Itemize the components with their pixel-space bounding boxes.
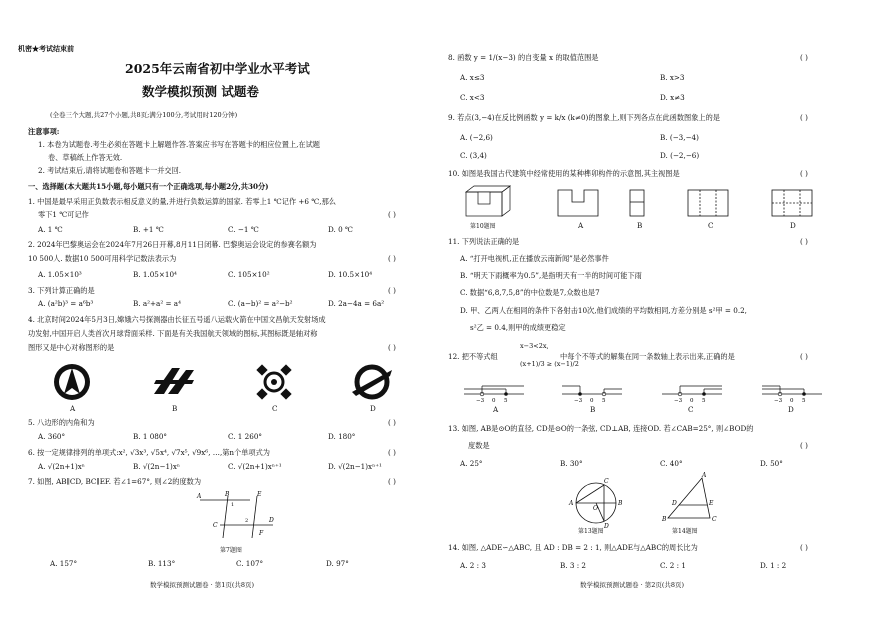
q10-figure-caption: 第10题图 [470, 223, 496, 230]
q5-option-b: B. 1 080° [133, 432, 168, 441]
q7-figure-caption: 第7题图 [220, 547, 242, 554]
q14-option-b: B. 3 : 2 [560, 561, 586, 570]
svg-text:2: 2 [245, 518, 249, 524]
q2-option-d: D. 10.5×10⁴ [328, 270, 373, 279]
svg-text:A: A [569, 500, 574, 507]
exam-subtitle: 数学模拟预测 试题卷 [142, 84, 259, 99]
q4-line-a: 4. 北京时间2024年5月3日,嫦娥六号探测器由长征五号遥八运载火箭在中国文昌航天发射场成 [28, 315, 326, 324]
footer-left: 数学模拟预测试题卷 · 第1页(共8页) [150, 581, 255, 589]
q7-option-d: D. 97° [326, 559, 349, 568]
q1-option-a: A. 1 ℃ [38, 225, 63, 234]
q5-line-a: 5. 八边形的内角和为 [28, 418, 95, 427]
q12-line-b: 中每个不等式的解集在同一条数轴上表示出来,正确的是 [560, 352, 735, 361]
q5-option-c: C. 1 260° [228, 432, 262, 441]
q14-triangle-figure [660, 474, 720, 524]
q9-option-c: C. (3,4) [460, 151, 487, 160]
q12-option-a: A [493, 405, 499, 414]
q10-option-b: B [637, 221, 643, 230]
q13-option-d: D. 50° [760, 459, 783, 468]
q13-figure-caption: 第13题图 [578, 528, 604, 535]
q2-line-b: 10 500人. 数据10 500可用科学记数法表示为 [28, 254, 177, 263]
q10-line-a: 10. 如图是我国古代建筑中经常使用的某种榫卯构件的示意图,其主视图是 [448, 169, 680, 178]
svg-text:E: E [709, 500, 714, 507]
q1-answer-paren: ( ) [388, 210, 396, 219]
svg-text:5: 5 [602, 398, 606, 404]
q8-option-c: C. x<3 [460, 93, 485, 102]
q2-option-b: B. 1.05×10⁴ [133, 270, 177, 279]
q4-answer-paren: ( ) [388, 343, 396, 352]
svg-text:A: A [702, 472, 707, 479]
svg-text:E: E [257, 491, 262, 498]
q3-option-c: C. (a−b)² = a²−b² [228, 299, 293, 308]
q10-answer-paren: ( ) [800, 169, 808, 178]
svg-text:C: C [712, 516, 717, 523]
q13-option-c: C. 40° [660, 459, 683, 468]
svg-text:B: B [225, 491, 230, 498]
q8-option-b: B. x>3 [660, 73, 685, 82]
q14-option-d: D. 1 : 2 [760, 561, 787, 570]
q12-system-line2: (x+1)/3 ≥ (x−1)/2 [520, 360, 579, 368]
q12-option-b: B [590, 405, 596, 414]
q14-figure-caption: 第14题图 [672, 528, 698, 535]
q9-option-a: A. (−2,6) [460, 133, 493, 142]
svg-text:O: O [593, 505, 598, 512]
q13-circle-figure [566, 478, 626, 528]
q3-option-a: A. (a²b)³ = a⁶b³ [38, 299, 94, 308]
q1-line-a: 1. 中国是最早采用正负数表示相反意义的量,并进行负数运算的国家. 若零上1 ℃记作 +6 ℃,那么 [28, 197, 336, 206]
q3-option-b: B. a²+a² = a⁴ [133, 299, 181, 308]
svg-text:−3: −3 [476, 398, 485, 404]
q11-option-b: B. “明天下雨概率为0.5”,是指明天有一半的时间可能下雨 [460, 271, 642, 280]
aerospace-logo-d-icon [350, 362, 394, 402]
svg-text:F: F [259, 530, 264, 537]
q10-option-a: A [578, 221, 584, 230]
q4-option-c: C [272, 404, 278, 413]
section-1-title: 一、选择题(本大题共15小题,每小题只有一个正确选项,每小题2分,共30分) [28, 182, 269, 191]
exam-title: 2025年云南省初中学业水平考试 [125, 61, 310, 76]
q8-option-d: D. x≠3 [660, 93, 685, 102]
svg-text:−3: −3 [674, 398, 683, 404]
svg-text:0: 0 [590, 398, 594, 404]
svg-text:0: 0 [690, 398, 694, 404]
q5-answer-paren: ( ) [388, 418, 396, 427]
q13-line-b: 度数是 [468, 441, 490, 450]
q11-answer-paren: ( ) [800, 237, 808, 246]
svg-text:D: D [672, 500, 677, 507]
svg-text:−3: −3 [574, 398, 583, 404]
svg-text:B: B [662, 516, 667, 523]
q2-line-a: 2. 2024年巴黎奥运会在2024年7月26日开幕,8月11日闭幕. 巴黎奥运会设定的参赛名额为 [28, 240, 317, 249]
q12-option-c: C [688, 405, 694, 414]
svg-text:5: 5 [702, 398, 706, 404]
aerospace-logo-c-icon [254, 362, 294, 402]
svg-text:C: C [604, 478, 609, 485]
q11-option-c: C. 数据“6,8,7,5,8”的中位数是7,众数也是7 [460, 288, 600, 297]
svg-text:5: 5 [802, 398, 806, 404]
q12-number-lines [462, 380, 852, 406]
q4-option-d: D [370, 404, 376, 413]
q8-line-a: 8. 函数 y = 1/(x−3) 的自变量 x 的取值范围是 [448, 53, 599, 62]
q10-option-c: C [708, 221, 714, 230]
q12-line-a: 12. 把不等式组 [448, 352, 498, 361]
q7-option-c: C. 107° [236, 559, 264, 568]
note-2: 2. 考试结束后,请将试题卷和答题卡一并交回. [38, 166, 182, 175]
q6-answer-paren: ( ) [388, 448, 396, 457]
q14-option-a: A. 2 : 3 [460, 561, 486, 570]
q6-option-c: C. √(2n+1)xⁿ⁺¹ [228, 462, 282, 471]
q4-line-c: 图形又是中心对称图形的是 [28, 343, 115, 352]
q6-line-a: 6. 按一定规律排列的单项式:x², √3x³, √5x⁴, √7x⁵, √9x⁶, …,第n个单项式为 [28, 448, 270, 457]
q5-option-a: A. 360° [38, 432, 66, 441]
q1-option-b: B. +1 ℃ [133, 225, 164, 234]
q12-system-line1: x−3<2x, [520, 342, 549, 350]
svg-text:A: A [197, 493, 202, 500]
q8-answer-paren: ( ) [800, 53, 808, 62]
note-1a: 1. 本卷为试题卷.考生必须在答题卡上解题作答.答案应书写在答题卡的相应位置上,在试题 [38, 140, 320, 149]
q6-option-b: B. √(2n−1)xⁿ [133, 462, 180, 471]
q7-option-b: B. 113° [148, 559, 176, 568]
q9-line-a: 9. 若点(3,−4)在反比例函数 y = k/x (k≠0)的图象上,则下列各点在此函数图象上的是 [448, 113, 720, 122]
q11-line-a: 11. 下列说法正确的是 [448, 237, 520, 246]
exam-info: (全卷三个大题,共27个小题,共8页;满分100分,考试用时120分钟) [50, 111, 238, 119]
q12-answer-paren: ( ) [800, 352, 808, 361]
svg-text:B: B [618, 500, 623, 507]
q10-option-d: D [790, 221, 796, 230]
q9-option-b: B. (−3,−4) [660, 133, 699, 142]
q4-option-b: B [172, 404, 178, 413]
q13-option-a: A. 25° [460, 459, 483, 468]
svg-text:5: 5 [504, 398, 508, 404]
q5-option-d: D. 180° [328, 432, 356, 441]
q4-line-b: 功发射,中国开启人类首次月球背面采样. 下面是有关我国航天领域的图标,其图标既是轴对称 [28, 329, 318, 338]
q1-line-b: 零下1 ℃可记作 [38, 210, 89, 219]
q14-answer-paren: ( ) [800, 543, 808, 552]
svg-text:D: D [269, 517, 274, 524]
q4-option-a: A [70, 404, 76, 413]
aerospace-logo-a-icon [52, 362, 92, 402]
aerospace-logo-b-icon [150, 364, 198, 400]
q14-option-c: C. 2 : 1 [660, 561, 686, 570]
q9-answer-paren: ( ) [800, 113, 808, 122]
q13-answer-paren: ( ) [800, 441, 808, 450]
svg-text:1: 1 [231, 502, 235, 508]
q12-option-d: D [788, 405, 794, 414]
q7-figure [195, 492, 275, 542]
q3-answer-paren: ( ) [388, 286, 396, 295]
q13-line-a: 13. 如图, AB是⊙O的直径, CD是⊙O的一条弦, CD⊥AB, 连接OD. 若∠CAB=25°, 则∠BOD的 [448, 424, 754, 433]
note-1b: 卷、草稿纸上作答无效. [48, 153, 123, 162]
q7-line-a: 7. 如图, AB∥CD, BC∥EF. 若∠1=67°, 则∠2的度数为 [28, 477, 202, 486]
q6-option-d: D. √(2n−1)xⁿ⁺¹ [328, 462, 382, 471]
svg-text:0: 0 [790, 398, 794, 404]
q9-option-d: D. (−2,−6) [660, 151, 700, 160]
q10-figures [462, 184, 842, 224]
q3-line-a: 3. 下列计算正确的是 [28, 286, 95, 295]
footer-right: 数学模拟预测试题卷 · 第2页(共8页) [580, 581, 685, 589]
svg-text:0: 0 [492, 398, 496, 404]
q13-option-b: B. 30° [560, 459, 583, 468]
notes-title: 注意事项: [28, 127, 60, 136]
q11-option-a: A. “打开电视机,正在播放云南新闻”是必然事件 [460, 254, 609, 263]
q11-option-d-line1: D. 甲、乙两人在相同的条件下各射击10次,他们成绩的平均数相同,方差分别是 s²甲 = 0.2, [460, 306, 747, 315]
q11-option-d-line2: s²乙 = 0.4,则甲的成绩更稳定 [470, 323, 566, 332]
svg-text:−3: −3 [774, 398, 783, 404]
q6-option-a: A. √(2n+1)xⁿ [38, 462, 85, 471]
svg-text:C: C [213, 522, 218, 529]
q7-option-a: A. 157° [50, 559, 78, 568]
q1-option-c: C. −1 ℃ [228, 225, 259, 234]
confidential-mark: 机密★考试结束前 [18, 44, 74, 53]
svg-text:D: D [604, 523, 609, 530]
q1-option-d: D. 0 ℃ [328, 225, 353, 234]
q14-line-a: 14. 如图, △ADE∽△ABC, 且 AD : DB = 2 : 1, 则△ADE与△ABC的周长比为 [448, 543, 698, 552]
q7-answer-paren: ( ) [388, 477, 396, 486]
q2-option-a: A. 1.05×10³ [38, 270, 82, 279]
q3-option-d: D. 2a−4a = 6a² [328, 299, 385, 308]
q8-option-a: A. x≤3 [460, 73, 485, 82]
q2-option-c: C. 105×10² [228, 270, 270, 279]
q2-answer-paren: ( ) [388, 254, 396, 263]
